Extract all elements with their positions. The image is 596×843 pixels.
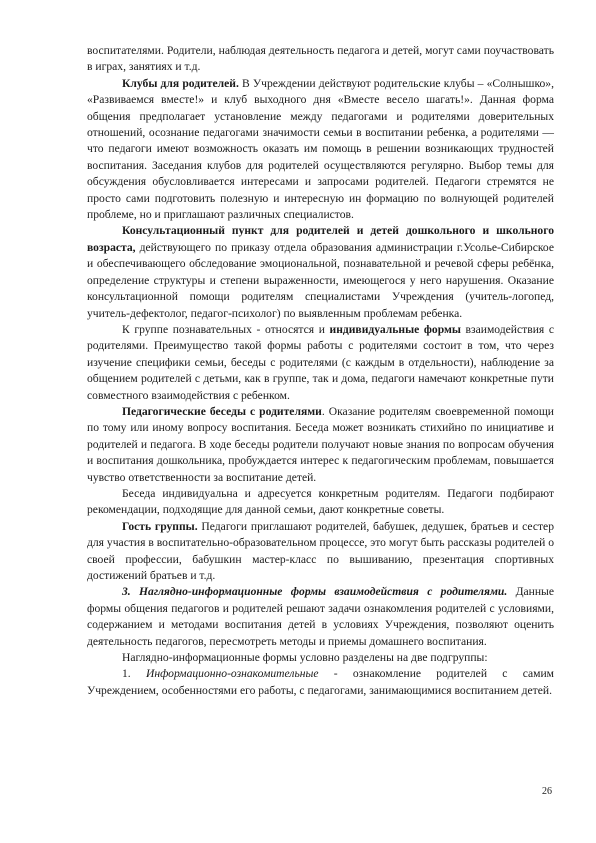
guest-text: Педагоги приглашают родителей, бабушек, дедушек, братьев и сестер для участия в воспитательно-образовательном процессе, это могут быть рассказы родителей о своей профессии, бабушкин мастер-класс по вышиванию, презентация спортивных достижений братьев и т.д.: [87, 519, 554, 582]
paragraph-conversations: [87, 404, 554, 486]
individual-bold: индивидуальные формы: [329, 322, 461, 336]
page-number: 26: [542, 786, 552, 797]
paragraph-subgroup-1: [87, 666, 554, 699]
paragraph-visual-info: [87, 584, 554, 650]
paragraph-intro: воспитателями. Родители, наблюдая деятельность педагога и детей, могут сами поучаствовать в играх, занятиях и т.д.: [87, 44, 554, 74]
clubs-text: В Учреждении действуют родительские клубы – «Солнышко», «Развиваемся вместе!» и клуб выходного дня «Вместе весело шагать!». Данная форма общения предполагает установление между педагогами и родителями доверительных отношений, осознание педагогами значимости семьи в воспитании ребенка, а родителями — что педагоги имеют возможность оказать им помощь в решении возникающих трудностей воспитания. Заседания клубов для родителей осуществляются регулярно. Выбор темы для обсуждения обусловливается интересами и запросами родителей. Педагоги стремятся не просто сами подготовить полезную и интересную ин формацию по волнующей родителей проблеме, но и приглашают различных специалистов.: [87, 76, 555, 222]
individual-post: взаимодействия с родителями. Преимущество такой формы работы с родителями состоит в том, что через изучение специфики семьи, беседы с родителями (с каждым в отдельности), наблюдение за общением родителей с детьми, как в группе, так и дома, педагоги намечают конкретные пути совместного взаимодействия с ребенком.: [87, 322, 554, 402]
subgroup-text: - ознакомление родителей с самим Учреждением, особенностями его работы, с педагогами, занимающимися воспитанием детей.: [87, 667, 555, 697]
clubs-heading: Клубы для родителей.: [122, 76, 239, 90]
individual-pre: К группе познавательных - относятся и: [122, 322, 330, 336]
paragraph-individual-forms: [87, 322, 554, 404]
subgroup-number: 1.: [122, 667, 146, 681]
paragraph-consultation: [87, 223, 554, 321]
paragraph-subgroups: Наглядно-информационные формы условно разделены на две подгруппы:: [122, 651, 488, 665]
guest-heading: Гость группы.: [122, 519, 198, 533]
paragraph-clubs: [87, 76, 554, 224]
subgroup-heading: Информационно-ознакомительные: [145, 667, 319, 681]
conversations-heading: Педагогические беседы с родителями: [122, 404, 322, 418]
consultation-heading: Консультационный пункт для родителей и детей дошкольного и школьного возраста,: [87, 224, 554, 254]
visual-info-text: Данные формы общения педагогов и родителей решают задачи ознакомления родителей с условиями, содержанием и методами воспитания детей в условиях Учреждения, позволяют оценить деятельность педагогов, пересмотреть методы и приемы домашнего воспитания.: [87, 585, 554, 648]
paragraph-conversation-individual: Беседа индивидуальна и адресуется конкретным родителям. Педагоги подбирают рекомендации, подходящие для данной семьи, дают конкретные советы.: [87, 486, 554, 517]
consultation-text: действующего по приказу отдела образования администрации г.Усолье-Сибирское и обеспечивающего обследование эмоциональной, познавательной и речевой сферы ребёнка, определение структуры и степени выраженности, имеющегося у него нарушения. Оказание консультационной помощи родителям специалистами Учреждения (учитель-логопед, учитель-дефектолог, педагог-психолог) по выявленным проблемам ребенка.: [87, 240, 554, 320]
conversations-text: . Оказание родителям своевременной помощи по тому или иному вопросу воспитания. Беседа может возникать стихийно по инициативе и родителей и педагога. В ходе беседы родители получают новые знания по вопросам обучения и воспитания дошкольника, пробуждается интерес к педагогическим проблемам, повышается чувство ответственности за воспитание детей.: [87, 404, 554, 484]
visual-info-heading: 3. Наглядно-информационные формы взаимодействия с родителями.: [122, 585, 508, 599]
paragraph-group-guest: [87, 519, 554, 585]
document-page: [87, 43, 554, 699]
